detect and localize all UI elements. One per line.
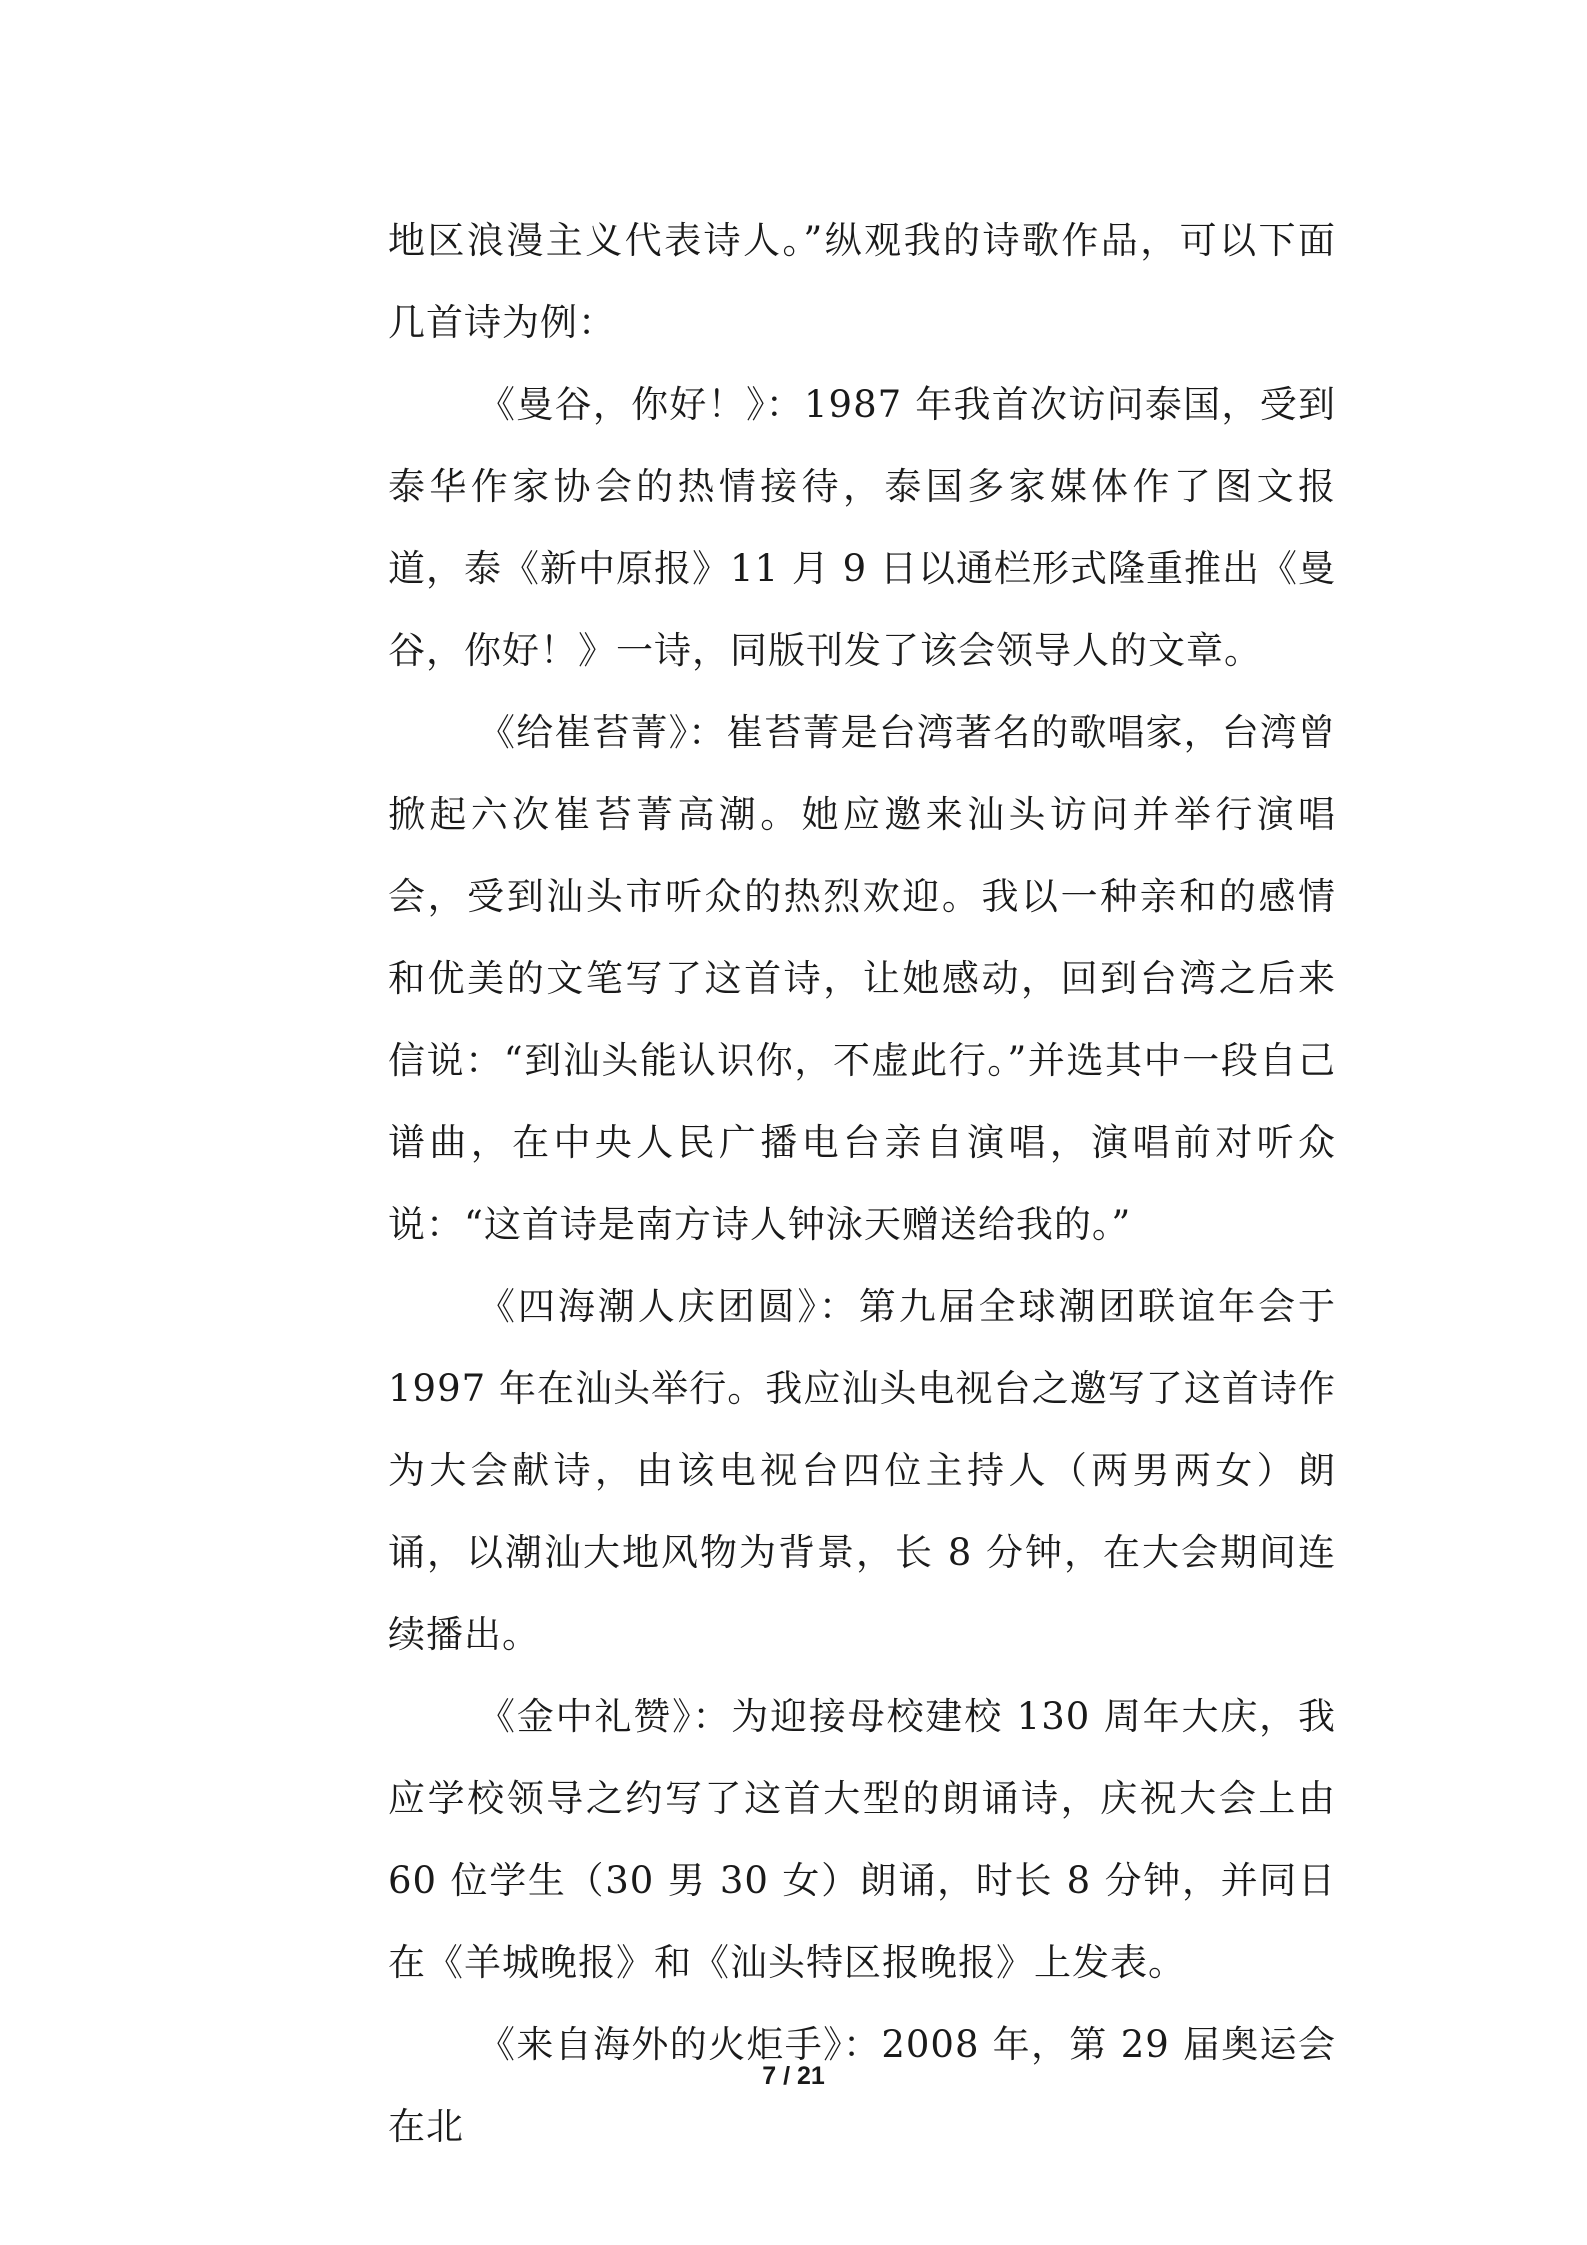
paragraph-cui-taijing-poem: 《给崔苔菁》：崔苔菁是台湾著名的歌唱家，台湾曾掀起六次崔苔菁高潮。她应邀来汕头访问并举行演唱会，受到汕头市听众的热烈欢迎。我以一种亲和的感情和优美的文笔写了这首诗，让她感动，回到台湾之后来信说：“到汕头能认识你，不虚此行。”并选其中一段自己谱曲，在中央人民广播电台亲自演唱，演唱前对听众说：“这首诗是南方诗人钟泳天赠送给我的。”: [388, 711, 1336, 1246]
paragraph-continuation: 地区浪漫主义代表诗人。”纵观我的诗歌作品，可以下面几首诗为例：: [388, 219, 1336, 344]
page-number: 7 / 21: [762, 2062, 825, 2090]
body-text: [388, 200, 1336, 2168]
paragraph-bangkok-poem: 《曼谷，你好！》：1987 年我首次访问泰国，受到泰华作家协会的热情接待，泰国多家媒体作了图文报道，泰《新中原报》11 月 9 日以通栏形式隆重推出《曼谷，你好！》一诗，同版刊发了该会领导人的文章。: [388, 383, 1336, 672]
paragraph-jinzhong-poem: 《金中礼赞》：为迎接母校建校 130 周年大庆，我应学校领导之约写了这首大型的朗诵诗，庆祝大会上由 60 位学生（30 男 30 女）朗诵，时长 8 分钟，并同日在《羊城晚报》和《汕头特区报晚报》上发表。: [388, 1695, 1336, 1984]
paragraph-torchbearer-poem: 《来自海外的火炬手》：2008 年，第 29 届奥运会在北: [388, 2023, 1336, 2148]
paragraph-reunion-poem: 《四海潮人庆团圆》：第九届全球潮团联谊年会于 1997 年在汕头举行。我应汕头电视台之邀写了这首诗作为大会献诗，由该电视台四位主持人（两男两女）朗诵，以潮汕大地风物为背景，长 8 分钟，在大会期间连续播出。: [388, 1285, 1336, 1656]
